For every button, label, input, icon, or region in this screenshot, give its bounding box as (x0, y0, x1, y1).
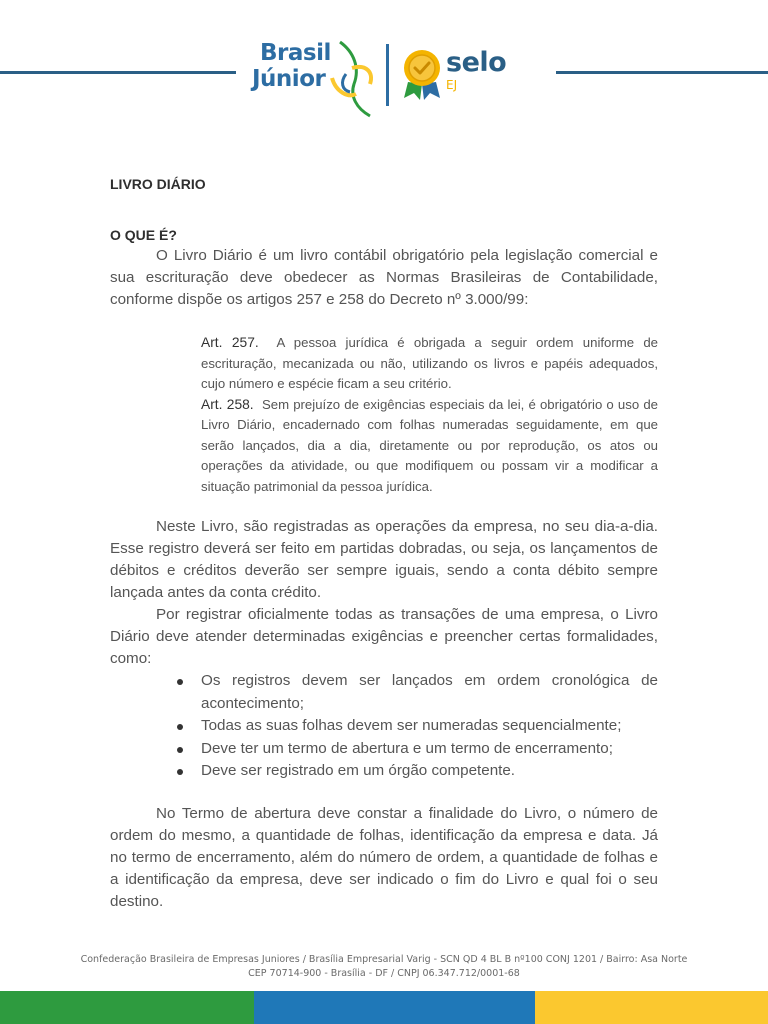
operations-text: Neste Livro, são registradas as operações da empresa, no seu dia-a-dia. Esse registro deverá ser feito em partidas dobradas, ou seja, os lançamentos de débitos e créditos deverão ser sempre iguais, sendo a conta débito sempre lançada antes da conta crédito. (110, 518, 658, 601)
quote-article-258 (201, 395, 658, 498)
section-heading: O QUE É? (110, 227, 177, 243)
quote-article-257 (201, 333, 658, 395)
terms-text: No Termo de abertura deve constar a finalidade do Livro, o número de ordem do mesmo, a quantidade de folhas, identificação da empresa e data. Já no termo de encerramento, além do número de ordem, a quantidade de folhas e a identificação da empresa, deve ser indicado o fim do Livro e qual foi o seu destino. (110, 805, 658, 910)
requirements-paragraph (110, 604, 658, 670)
list-item-text: Todas as suas folhas devem ser numeradas sequencialmente; (201, 717, 622, 734)
header-rule-left (0, 71, 236, 74)
bullet-icon (177, 747, 183, 753)
article-number: Art. 258. (201, 396, 254, 412)
brand-word-brasil: Brasil (260, 40, 331, 66)
terms-paragraph (110, 803, 658, 913)
requirements-list (175, 670, 658, 783)
seal-word: selo (446, 47, 507, 78)
footer-address: Confederação Brasileira de Empresas Juniores / Brasília Empresarial Varig - SCN QD 4 BL B nº100 CONJ 1201 / Bairro: Asa Norte (80, 954, 688, 965)
header-rule-right (556, 71, 768, 74)
bullet-icon (177, 724, 183, 730)
page-title: LIVRO DIÁRIO (110, 176, 206, 192)
intro-paragraph (110, 245, 658, 311)
list-item (175, 670, 658, 715)
bullet-icon (177, 769, 183, 775)
article-number: Art. 257. (201, 335, 259, 350)
article-text: A pessoa jurídica é obrigada a seguir ordem uniforme de escrituração, mecanizada ou não, utilizando os livros e papéis adequados, cujo número e espécie ficam a seu critério. (201, 335, 658, 391)
brand-word-junior: Júnior (252, 66, 326, 92)
intro-text: O Livro Diário é um livro contábil obrigatório pela legislação comercial e sua escrituração deve obedecer as Normas Brasileiras de Contabilidade, conforme dispõe os artigos 257 e 258 do Decreto nº 3.000/99: (110, 247, 658, 308)
list-item (175, 738, 658, 761)
requirements-text: Por registrar oficialmente todas as transações de uma empresa, o Livro Diário deve atender determinadas exigências e preencher certas formalidades, como: (110, 606, 658, 667)
seal-sub: EJ (446, 78, 458, 92)
footer-bar-green (0, 991, 254, 1024)
footer-bar-blue (254, 991, 535, 1024)
list-item-text: Os registros devem ser lançados em ordem cronológica de acontecimento; (201, 672, 658, 712)
list-item-text: Deve ser registrado em um órgão competente. (201, 762, 516, 779)
footer-bar-yellow (535, 991, 768, 1024)
bullet-icon (177, 679, 183, 685)
brasil-junior-logo (250, 38, 380, 118)
list-item (175, 760, 658, 783)
seal-badge-icon (400, 48, 444, 100)
brand-swoosh-icon (326, 38, 380, 118)
footer-registration: CEP 70714-900 - Brasília - DF / CNPJ 06.347.712/0001-68 (248, 968, 520, 979)
list-item (175, 715, 658, 738)
article-text: Sem prejuízo de exigências especiais da lei, é obrigatório o uso de Livro Diário, encadernado com folhas numeradas seguidamente, em que serão lançados, dia a dia, diretamente ou por reprodução, os atos ou operações da atividade, ou que modifiquem ou possam vir a modificar a situação patrimonial da pessoa jurídica. (201, 396, 658, 494)
legal-quote (201, 333, 658, 497)
logo-divider (386, 44, 389, 106)
list-item-text: Deve ter um termo de abertura e um termo de encerramento; (201, 739, 613, 757)
selo-ej-logo (400, 48, 510, 104)
operations-paragraph (110, 516, 658, 604)
